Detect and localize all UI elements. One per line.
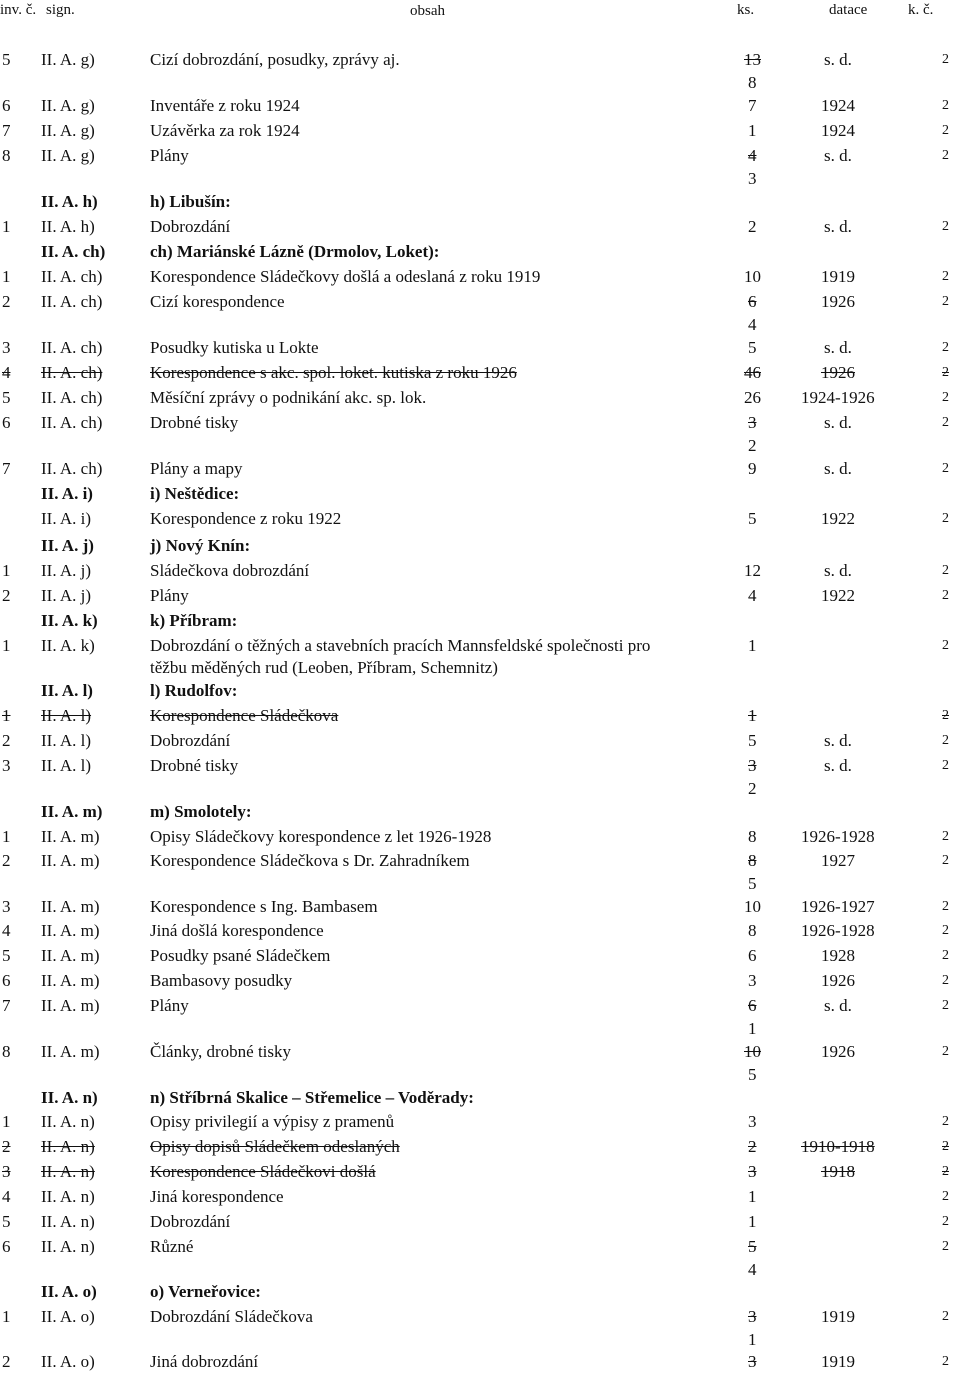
section-heading: k) Příbram: [150,611,238,630]
row-kc: 2 [942,1239,949,1254]
row-inv-number: 3 [2,897,11,916]
row-signature: II. A. o) [41,1282,97,1301]
row-inv-number: 1 [2,561,11,580]
row-kc: 2 [942,998,949,1013]
row-datace: 1926 [821,292,855,311]
row-datace: s. d. [824,413,852,432]
row-kc: 2 [942,853,949,868]
row-inv-number: 5 [2,388,11,407]
row-signature: II. A. g) [41,96,95,115]
row-content: Cizí korespondence [150,292,285,311]
row-datace: 1926 [821,363,855,382]
row-signature: II. A. l) [41,756,92,775]
row-signature: II. A. ch) [41,459,103,478]
row-content: Korespondence Sládečkova [150,706,339,725]
row-signature: II. A. m) [41,921,100,940]
row-kc: 2 [942,1214,949,1229]
row-signature: II. A. m) [41,996,100,1015]
row-inv-number: 7 [2,459,11,478]
row-content: Sládečkova dobrozdání [150,561,310,580]
row-ks: 8 [748,921,757,940]
row-datace: s. d. [824,146,852,165]
row-ks: 1 [748,706,757,725]
row-ks: 1 [748,121,757,140]
row-ks: 6 [748,292,757,311]
row-kc: 2 [942,1354,949,1369]
row-inv-number: 2 [2,1137,11,1156]
row-ks: 6 [748,946,757,965]
row-inv-number: 3 [2,756,11,775]
row-datace: 1922 [821,586,855,605]
row-datace: 1924-1926 [801,388,875,407]
row-datace: 1926-1928 [801,921,875,940]
row-content: Korespondence s Ing. Bambasem [150,897,378,916]
row-content: Bambasovy posudky [150,971,293,990]
section-heading: m) Smolotely: [150,802,252,821]
row-content: Jiná dobrozdání [150,1352,259,1371]
row-signature: II. A. l) [41,681,93,700]
row-signature: II. A. j) [41,561,92,580]
row-content: Dobrozdání [150,217,231,236]
row-ks: 4 [748,315,757,334]
row-kc: 2 [942,1189,949,1204]
row-inv-number: 2 [2,1352,11,1371]
row-kc: 2 [942,123,949,138]
section-heading: l) Rudolfov: [150,681,238,700]
row-inv-number: 1 [2,636,11,655]
row-ks: 12 [744,561,761,580]
row-datace: 1910-1918 [801,1137,875,1156]
row-content: Drobné tisky [150,756,239,775]
row-signature: II. A. n) [41,1112,95,1131]
row-datace: s. d. [824,561,852,580]
section-heading: o) Verneřovice: [150,1282,261,1301]
section-heading: ch) Mariánské Lázně (Drmolov, Loket): [150,242,440,261]
row-signature: II. A. n) [41,1212,95,1231]
row-signature: II. A. ch) [41,242,106,261]
row-kc: 2 [942,708,949,723]
row-content: Uzávěrka za rok 1924 [150,121,300,140]
row-inv-number: 3 [2,338,11,357]
row-ks: 8 [748,827,757,846]
row-kc: 2 [942,1164,949,1179]
row-signature: II. A. i) [41,484,93,503]
row-datace: s. d. [824,338,852,357]
row-ks: 2 [748,1137,757,1156]
row-ks: 5 [748,509,757,528]
row-signature: II. A. m) [41,851,100,870]
row-ks: 2 [748,217,757,236]
row-signature: II. A. n) [41,1137,95,1156]
row-inv-number: 6 [2,971,11,990]
row-ks: 8 [748,851,757,870]
row-ks: 8 [748,73,757,92]
row-kc: 2 [942,1139,949,1154]
row-kc: 2 [942,511,949,526]
row-kc: 2 [942,365,949,380]
row-signature: II. A. m) [41,946,100,965]
row-datace: 1927 [821,851,855,870]
header-datace: datace [829,2,868,18]
row-kc: 2 [942,638,949,653]
row-datace: 1926 [821,1042,855,1061]
row-ks: 5 [748,1065,757,1084]
row-signature: II. A. m) [41,971,100,990]
row-content: Opisy privilegií a výpisy z pramenů [150,1112,395,1131]
row-datace: 1919 [821,1307,855,1326]
row-signature: II. A. i) [41,509,92,528]
row-ks: 26 [744,388,761,407]
row-signature: II. A. n) [41,1237,95,1256]
row-datace: 1924 [821,121,855,140]
row-inv-number: 7 [2,996,11,1015]
row-content: Korespondence s akc. spol. loket. kutiska z roku 1926 [150,363,517,382]
row-inv-number: 2 [2,292,11,311]
row-kc: 2 [942,390,949,405]
row-content: Plány [150,996,189,1015]
row-signature: II. A. ch) [41,292,103,311]
row-signature: II. A. ch) [41,388,103,407]
row-signature: II. A. n) [41,1162,95,1181]
row-kc: 2 [942,758,949,773]
row-signature: II. A. g) [41,146,95,165]
row-ks: 13 [744,50,761,69]
row-content: Dobrozdání Sládečkova [150,1307,313,1326]
header-sign: sign. [46,2,75,18]
row-datace: s. d. [824,756,852,775]
row-signature: II. A. m) [41,1042,100,1061]
row-inv-number: 6 [2,1237,11,1256]
row-content: Dobrozdání [150,731,231,750]
row-content: Dobrozdání [150,1212,231,1231]
row-ks: 5 [748,731,757,750]
row-datace: 1924 [821,96,855,115]
section-heading: j) Nový Knín: [150,536,251,555]
row-signature: II. A. h) [41,217,95,236]
row-kc: 2 [942,98,949,113]
row-content: Plány [150,586,189,605]
row-content: Jiná korespondence [150,1187,284,1206]
row-datace: s. d. [824,731,852,750]
row-ks: 6 [748,996,757,1015]
row-inv-number: 5 [2,50,11,69]
row-ks: 1 [748,636,757,655]
row-kc: 2 [942,588,949,603]
row-inv-number: 5 [2,946,11,965]
row-signature: II. A. k) [41,636,95,655]
row-inv-number: 1 [2,1307,11,1326]
row-ks: 10 [744,1042,761,1061]
row-content: Posudky psané Sládečkem [150,946,331,965]
row-signature: II. A. j) [41,536,94,555]
row-content: Články, drobné tisky [150,1042,292,1061]
row-datace: 1926-1927 [801,897,875,916]
row-signature: II. A. g) [41,121,95,140]
row-content: Inventáře z roku 1924 [150,96,300,115]
row-signature: II. A. l) [41,731,92,750]
row-datace: 1926-1928 [801,827,875,846]
row-ks: 4 [748,146,757,165]
row-inv-number: 1 [2,217,11,236]
row-signature: II. A. g) [41,50,95,69]
row-content: Opisy dopisů Sládečkem odeslaných [150,1137,400,1156]
row-datace: 1919 [821,267,855,286]
row-kc: 2 [942,923,949,938]
row-ks: 46 [744,363,761,382]
row-ks: 2 [748,779,757,798]
section-heading: i) Neštědice: [150,484,240,503]
row-ks: 7 [748,96,757,115]
header-ks: ks. [737,2,755,18]
row-kc: 2 [942,1114,949,1129]
row-content: Posudky kutiska u Lokte [150,338,319,357]
row-signature: II. A. ch) [41,363,103,382]
row-ks: 10 [744,897,761,916]
row-content: Jiná došlá korespondence [150,921,324,940]
row-signature: II. A. ch) [41,267,103,286]
row-inv-number: 7 [2,121,11,140]
row-kc: 2 [942,219,949,234]
row-kc: 2 [942,340,949,355]
row-signature: II. A. n) [41,1088,98,1107]
row-datace: 1926 [821,971,855,990]
row-inv-number: 4 [2,1187,11,1206]
row-inv-number: 4 [2,921,11,940]
row-content: Měsíční zprávy o podnikání akc. sp. lok. [150,388,427,407]
row-inv-number: 8 [2,146,11,165]
row-signature: II. A. j) [41,586,92,605]
row-datace: s. d. [824,459,852,478]
row-ks: 1 [748,1019,757,1038]
row-content: Korespondence Sládečkova s Dr. Zahradníkem [150,851,470,870]
row-inv-number: 2 [2,586,11,605]
row-datace: 1918 [821,1162,855,1181]
row-signature: II. A. ch) [41,338,103,357]
row-content: Plány a mapy [150,459,243,478]
row-ks: 3 [748,1162,757,1181]
row-ks: 2 [748,436,757,455]
row-kc: 2 [942,973,949,988]
row-inv-number: 3 [2,1162,11,1181]
row-inv-number: 2 [2,731,11,750]
row-inv-number: 8 [2,1042,11,1061]
row-signature: II. A. ch) [41,413,103,432]
row-content: Plány [150,146,189,165]
row-ks: 1 [748,1187,757,1206]
row-kc: 2 [942,1309,949,1324]
row-kc: 2 [942,948,949,963]
header-kc: k. č. [908,2,934,18]
row-ks: 3 [748,1307,757,1326]
row-ks: 4 [748,1260,757,1279]
row-ks: 1 [748,1212,757,1231]
row-ks: 10 [744,267,761,286]
row-signature: II. A. h) [41,192,98,211]
row-content: Korespondence Sládečkovi došlá [150,1162,376,1181]
row-content: Opisy Sládečkovy korespondence z let 1926-1928 [150,827,492,846]
row-signature: II. A. m) [41,897,100,916]
row-kc: 2 [942,415,949,430]
row-kc: 2 [942,829,949,844]
row-signature: II. A. l) [41,706,92,725]
row-ks: 1 [748,1330,757,1349]
row-kc: 2 [942,563,949,578]
row-kc: 2 [942,899,949,914]
row-kc: 2 [942,269,949,284]
row-kc: 2 [942,294,949,309]
row-ks: 4 [748,586,757,605]
row-content: těžbu měděných rud (Leoben, Příbram, Schemnitz) [150,658,498,677]
row-ks: 5 [748,1237,757,1256]
header-inv: inv. č. [0,2,37,18]
row-signature: II. A. o) [41,1352,95,1371]
row-kc: 2 [942,52,949,67]
row-kc: 2 [942,461,949,476]
row-content: Různé [150,1237,194,1256]
row-ks: 5 [748,874,757,893]
section-heading: h) Libušín: [150,192,231,211]
row-datace: 1919 [821,1352,855,1371]
row-content: Drobné tisky [150,413,239,432]
row-inv-number: 1 [2,267,11,286]
row-signature: II. A. k) [41,611,98,630]
row-content: Korespondence z roku 1922 [150,509,342,528]
row-datace: 1922 [821,509,855,528]
row-datace: s. d. [824,217,852,236]
row-signature: II. A. o) [41,1307,95,1326]
row-kc: 2 [942,148,949,163]
row-ks: 9 [748,459,757,478]
row-ks: 3 [748,1112,757,1131]
row-datace: s. d. [824,996,852,1015]
row-ks: 5 [748,338,757,357]
row-ks: 3 [748,169,757,188]
row-signature: II. A. n) [41,1187,95,1206]
row-inv-number: 6 [2,96,11,115]
row-kc: 2 [942,733,949,748]
row-datace: 1928 [821,946,855,965]
row-inv-number: 4 [2,363,11,382]
row-kc: 2 [942,1044,949,1059]
row-inv-number: 1 [2,706,11,725]
row-inv-number: 2 [2,851,11,870]
row-inv-number: 5 [2,1212,11,1231]
row-signature: II. A. m) [41,802,103,821]
row-ks: 3 [748,971,757,990]
row-ks: 3 [748,756,757,775]
row-inv-number: 1 [2,1112,11,1131]
row-ks: 3 [748,413,757,432]
row-content: Cizí dobrozdání, posudky, zprávy aj. [150,50,400,69]
row-content: Korespondence Sládečkovy došlá a odeslaná z roku 1919 [150,267,541,286]
row-content: Dobrozdání o těžných a stavebních pracích Mannsfeldské společnosti pro [150,636,651,655]
row-inv-number: 1 [2,827,11,846]
row-datace: s. d. [824,50,852,69]
row-inv-number: 6 [2,413,11,432]
header-obsah: obsah [410,3,445,19]
section-heading: n) Stříbrná Skalice – Střemelice – Voděrady: [150,1088,474,1107]
row-ks: 3 [748,1352,757,1371]
row-signature: II. A. m) [41,827,100,846]
